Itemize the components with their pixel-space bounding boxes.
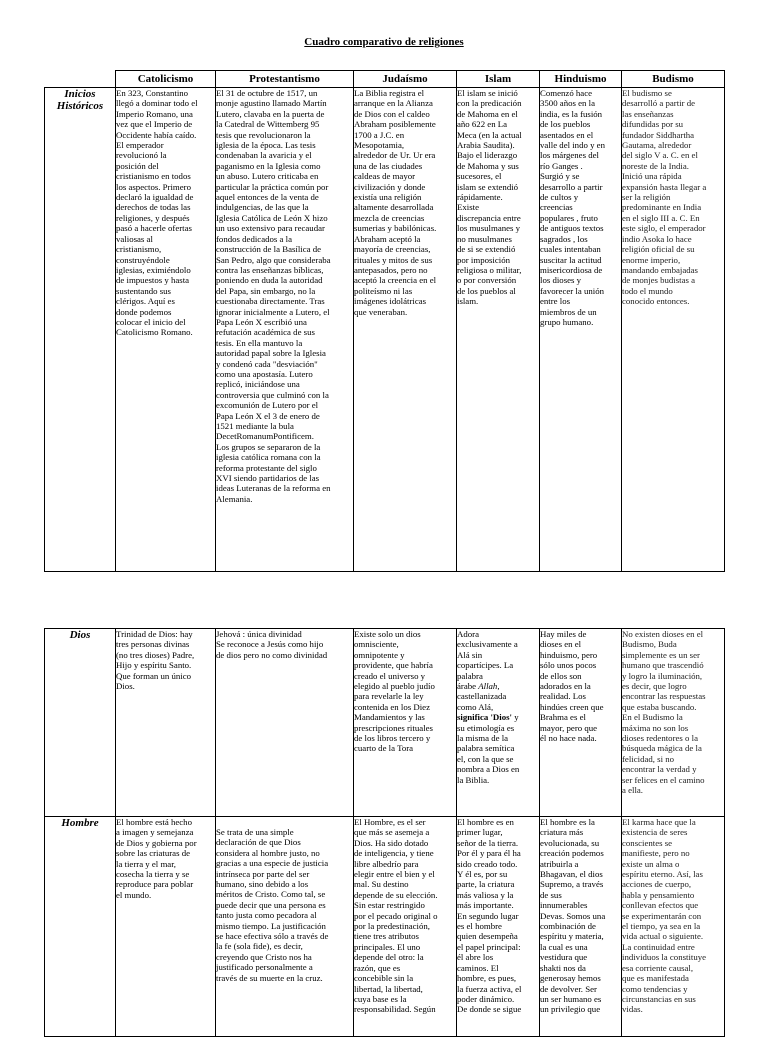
islam-dios-text-a: Adora exclusivamente a Alá sin copartícipes. La palabra árabe: [457, 629, 518, 692]
row-label-inicios: Inicios Históricos: [45, 88, 116, 572]
comparison-table-part2: [44, 628, 725, 1037]
cell-inicios-catolicismo: En 323, Constantino llegó a dominar todo el Imperio Romano, una vez que el Imperio de Occidente había caído. El emperador revolucionó la posición del cristianismo en todos los aspectos. Primero declaró la igualdad de derechos de todas las religiones, y después pasó a hacerle ofertas valiosas al cristianismo, construyéndole iglesias, eximiéndolo de impuestos y hasta sustentando sus clérigos. Aquí es donde podemos colocar el inicio del Catolicismo Romano.: [116, 88, 216, 572]
islam-dios-text-c: y su etimología es la misma de la palabra semítica el, con la que se nombra a Dios en la Biblia.: [457, 712, 520, 785]
cell-dios-judaismo: Existe solo un dios omnisciente, omnipotente y providente, que habría creado el universo y elegido al pueblo judío para revelarle la ley contenida en los Diez Mandamientos y las prescripciones rituales de los libros tercero y cuarto de la Tora: [354, 629, 457, 817]
cell-dios-budismo: No existen dioses en el Budismo, Buda simplemente es un ser humano que trascendió y logro la iluminación, es decir, que logro encontrar las respuestas que estaba buscando. En el Budismo la máxima no son los dioses redentores o la búsqueda mágica de la felicidad, si no encontrar la verdad y ser felices en el camino a ella.: [622, 629, 725, 817]
document-title: Cuadro comparativo de religiones: [304, 36, 464, 48]
row-label-hombre: Hombre: [45, 817, 116, 1037]
islam-dios-text-b: , castellanizada como Alá,: [457, 681, 507, 712]
table-row-inicios: [45, 88, 725, 572]
cell-hombre-judaismo: El Hombre, es el ser que más se asemeja a Dios. Ha sido dotado de inteligencia, y tiene libre albedrío para elegir entre el bien y el mal. Su destino depende de su elección. Sin estar restringido por el pecado original o por la predestinación, tiene tres atributos principales. El uno depende del otro: la razón, que es concebible sin la libertad, la libertad, cuya base es la responsabilidad. Según: [354, 817, 457, 1037]
row-label-dios: Dios: [45, 629, 116, 817]
islam-signifies-text: significa 'Dios': [457, 712, 512, 723]
column-header-islam: Islam: [457, 71, 540, 88]
cell-hombre-catolicismo: El hombre está hecho a imagen y semejanza de Dios y gobierna por sobre las criaturas de la tierra y el mar, cosecha la tierra y se reproduce para poblar el mundo.: [116, 817, 216, 1037]
cell-hombre-hinduismo: El hombre es la criatura más evolucionada, su creación podemos atribuirla a Bhagavan, el dios Supremo, a través de sus innumerables Devas. Somos una combinación de espíritu y materia, la cual es una vestidura que shakti nos da generosay hemos de devolver. Ser un ser humano es un privilegio que: [540, 817, 622, 1037]
table-row-hombre: [45, 817, 725, 1037]
cell-hombre-islam: El hombre es en primer lugar, señor de la tierra. Por él y para él ha sido creado todo. Y él es, por su parte, la criatura más valiosa y la más importante. En segundo lugar es el hombre quien desempeña el papel principal: él abre los caminos. El hombre, es pues, la fuerza activa, el poder dinámico. De donde se sigue: [457, 817, 540, 1037]
column-header-judaismo: Judaísmo: [354, 71, 457, 88]
header-corner: [45, 71, 116, 88]
cell-dios-islam: [457, 629, 540, 817]
cell-dios-hinduismo: Hay miles de dioses en el hinduismo, pero sólo unos pocos de ellos son adorados en la realidad. Los hindúes creen que Brahma es el mayor, pero que él no hace nada.: [540, 629, 622, 817]
cell-dios-protestantismo: Jehová : única divinidad Se reconoce a Jesús como hijo de dios pero no como divinidad: [216, 629, 354, 817]
cell-inicios-islam: El islam se inició con la predicación de Mahoma en el año 622 en La Meca (en la actual Arabia Saudita). Bajo el liderazgo de Mahoma y sus sucesores, el islam se extendió rápidamente. Existe discrepancia entre los musulmanes y no musulmanes de si se extendió por imposición religiosa o militar, o por conversión de los pueblos al islam.: [457, 88, 540, 572]
cell-inicios-protestantismo: El 31 de octubre de 1517, un monje agustino llamado Martín Lutero, clavaba en la puerta de la Catedral de Wittemberg 95 tesis que revolucionaron la iglesia de la época. Las tesis condenaban la avaricia y el paganismo en la Iglesia como un abuso. Lutero criticaba en particular la práctica común por aquel entonces de la venta de indulgencias, de las que la Iglesia Católica de León X hizo un uso extensivo para recaudar fondos dedicados a la construcción de la Basílica de San Pedro, algo que consideraba contra las enseñanzas bíblicas, poniendo en duda la autoridad del Papa, sin embargo, no la cuestionaba directamente. Tras ignorar inicialmente a Lutero, el Papa León X escribió una refutación académica de sus tesis. En ella mantuvo la autoridad papal sobre la Iglesia y condenó cada "desviación" como una apostasía. Lutero replicó, iniciándose una controversia que culminó con la excomunión de Lutero por el Papa León X el 3 de enero de 1521 mediante la bula DecetRomanumPontificem. Los grupos se separaron de la iglesia católica romana con la reforma protestante del siglo XVI siendo partidarios de las ideas Luteranas de la reforma en Alemania.: [216, 88, 354, 572]
header-row: [45, 71, 725, 88]
cell-inicios-hinduismo: Comenzó hace 3500 años en la india, es la fusión de los pueblos asentados en el valle del indo y en los márgenes del río Ganges . Surgió y se desarrollo a partir de cultos y creencias populares , fruto de antiguos textos sagrados , los cuales intentaban suscitar la actitud misericordiosa de los dioses y favorecer la unión entre los miembros de un grupo humano.: [540, 88, 622, 572]
islam-allah-word: Allah: [478, 681, 498, 692]
column-header-budismo: Budismo: [622, 71, 725, 88]
cell-inicios-budismo: El budismo se desarrolló a partir de las enseñanzas difundidas por su fundador Siddhartha Gautama, alrededor del siglo V a. C. en el noreste de la India. Inició una rápida expansión hasta llegar a ser la religión predominante en India en el siglo III a. C. En este siglo, el emperador indio Asoka lo hace religión oficial de su enorme imperio, mandando embajadas de monjes budistas a todo el mundo conocido entonces.: [622, 88, 725, 572]
cell-hombre-protestantismo: Se trata de una simple declaración de que Dios considera al hombre justo, no gracias a una especie de justicia intrínseca por parte del ser humano, sino debido a los méritos de Cristo. Como tal, se puede decir que una persona es tanto justa como pecadora al mismo tiempo. La justificación se hace efectiva sólo a través de la fe (sola fide), es decir, creyendo que Cristo nos ha justificado personalmente a través de su muerte en la cruz.: [216, 817, 354, 1037]
cell-dios-catolicismo: Trinidad de Dios: hay tres personas divinas (no tres dioses) Padre, Hijo y espíritu Santo. Que forman un único Dios.: [116, 629, 216, 817]
cell-hombre-budismo: El karma hace que la existencia de seres conscientes se manifieste, pero no existe un alma o espíritu eterno. Así, las acciones de cuerpo, habla y pensamiento conllevan efectos que se experimentarán con el tiempo, ya sea en la vida actual o siguiente. La continuidad entre individuos la constituye esa corriente causal, que es manifestada como tendencias y circunstancias en sus vidas.: [622, 817, 725, 1037]
column-header-protestantismo: Protestantismo: [216, 71, 354, 88]
column-header-catolicismo: Catolicismo: [116, 71, 216, 88]
cell-inicios-judaismo: La Biblia registra el arranque en la Alianza de Dios con el caldeo Abraham posiblemente 1700 a J.C. en Mesopotamia, alrededor de Ur. Ur era una de las ciudades caldeas de mayor civilización y donde existía una religión altamente desarrollada mezcla de creencias sumerias y babilónicas. Abraham aceptó la mayoría de creencias, rituales y mitos de sus antepasados, pero no aceptó la creencia en el politeísmo ni las imágenes idolátricas que veneraban.: [354, 88, 457, 572]
comparison-table-part1: [44, 70, 725, 572]
column-header-hinduismo: Hinduismo: [540, 71, 622, 88]
table-row-dios: [45, 629, 725, 817]
